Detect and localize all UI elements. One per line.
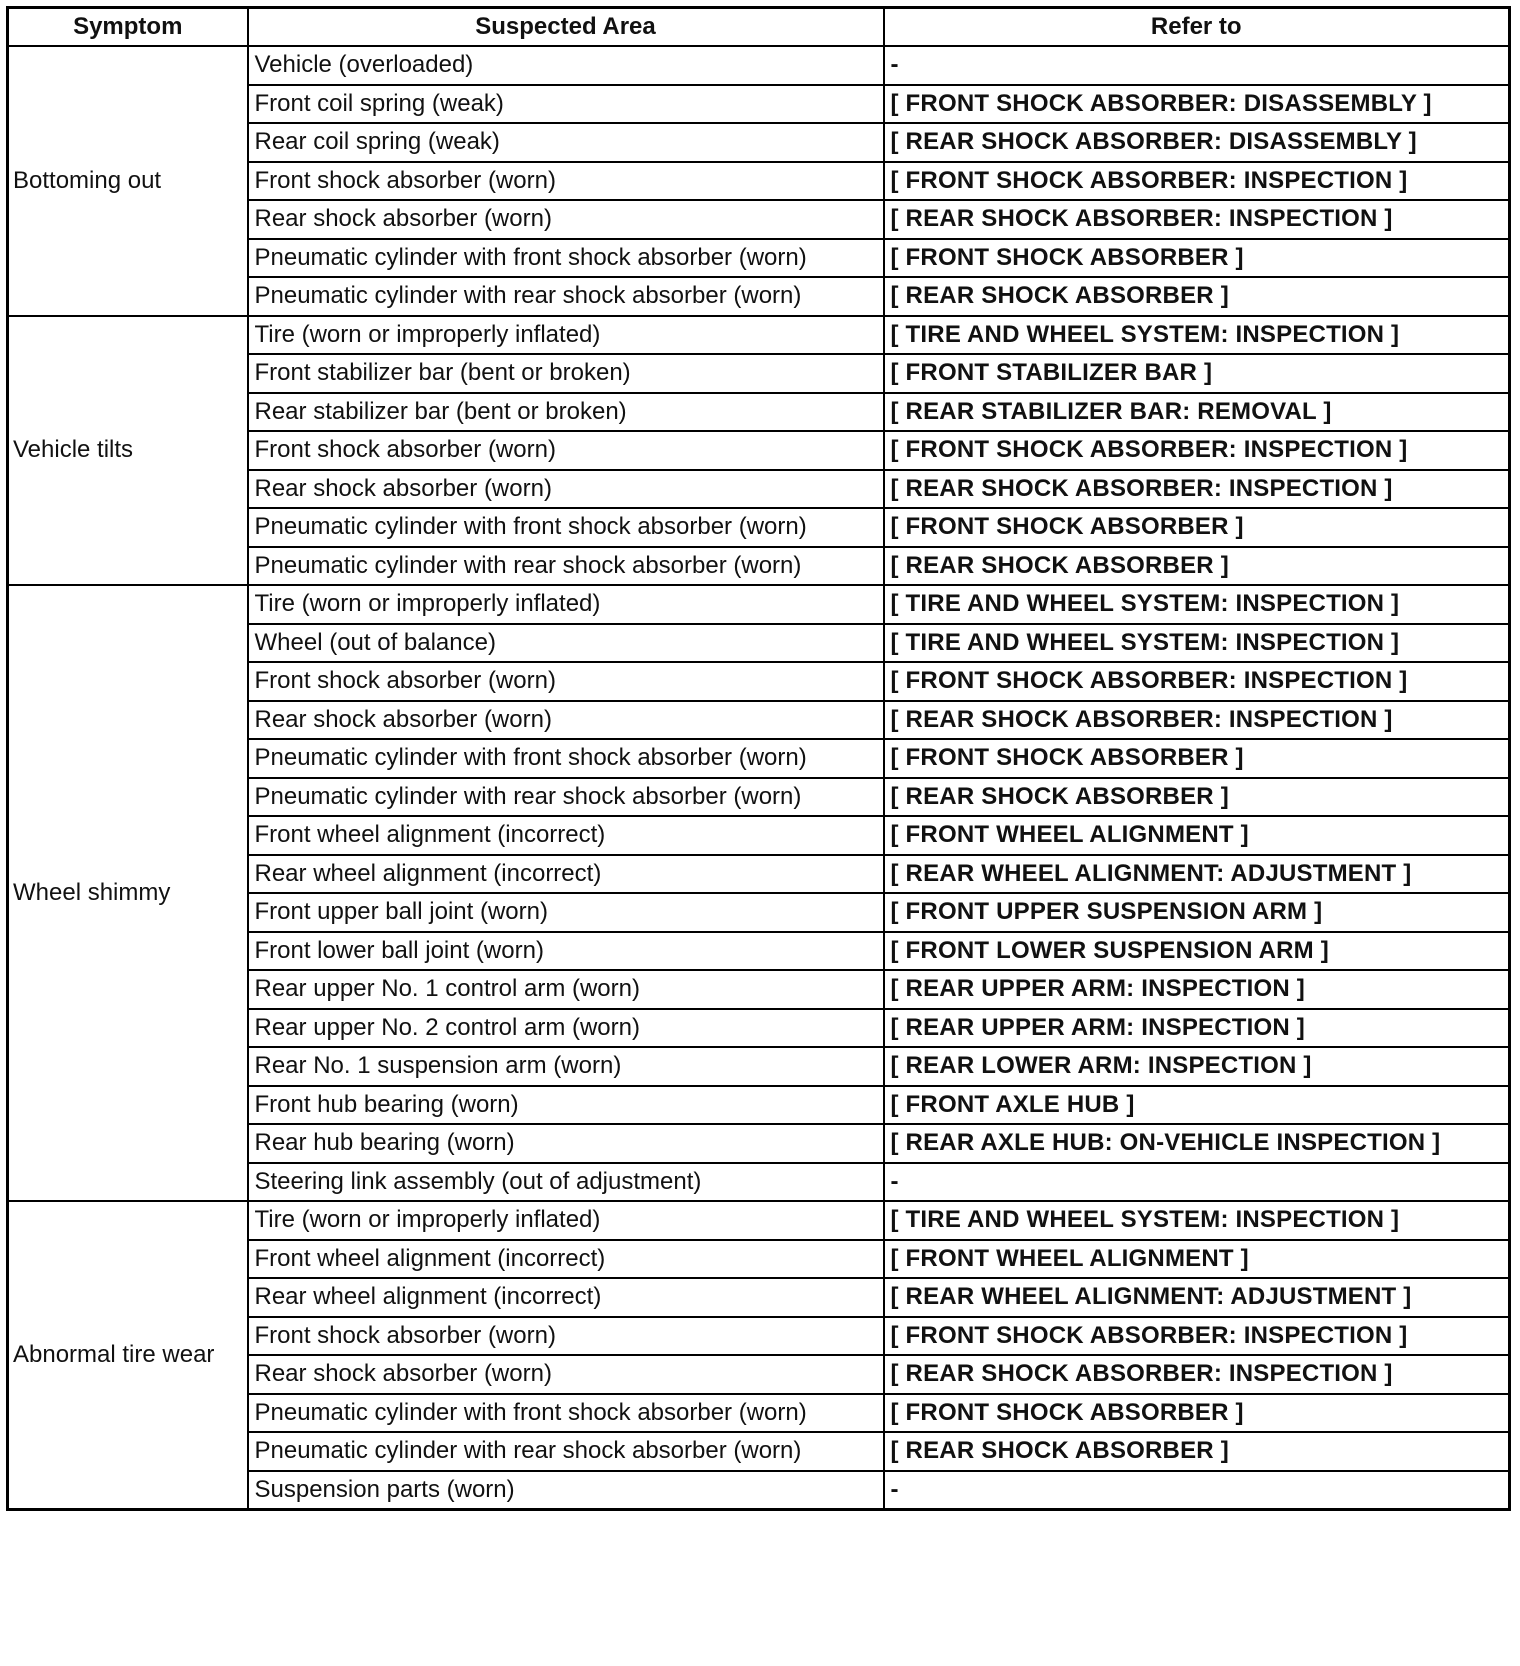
refer-to-cell: [ FRONT AXLE HUB ] xyxy=(884,1086,1510,1125)
suspected-area-cell: Tire (worn or improperly inflated) xyxy=(248,585,884,624)
symptom-cell: Wheel shimmy xyxy=(8,585,248,1201)
header-symptom: Symptom xyxy=(8,8,248,47)
suspected-area-cell: Rear coil spring (weak) xyxy=(248,123,884,162)
refer-to-cell: [ FRONT SHOCK ABSORBER: DISASSEMBLY ] xyxy=(884,85,1510,124)
symptom-cell: Abnormal tire wear xyxy=(8,1201,248,1509)
suspected-area-cell: Rear hub bearing (worn) xyxy=(248,1124,884,1163)
refer-to-cell: [ REAR SHOCK ABSORBER: DISASSEMBLY ] xyxy=(884,123,1510,162)
table-body xyxy=(8,46,1510,1509)
suspected-area-cell: Pneumatic cylinder with rear shock absorber (worn) xyxy=(248,547,884,586)
suspected-area-cell: Tire (worn or improperly inflated) xyxy=(248,316,884,355)
refer-to-cell: [ REAR AXLE HUB: ON-VEHICLE INSPECTION ] xyxy=(884,1124,1510,1163)
suspected-area-cell: Front upper ball joint (worn) xyxy=(248,893,884,932)
suspected-area-cell: Rear shock absorber (worn) xyxy=(248,701,884,740)
refer-to-cell: [ TIRE AND WHEEL SYSTEM: INSPECTION ] xyxy=(884,1201,1510,1240)
suspected-area-cell: Rear stabilizer bar (bent or broken) xyxy=(248,393,884,432)
suspected-area-cell: Steering link assembly (out of adjustment) xyxy=(248,1163,884,1202)
table-row xyxy=(8,1201,1510,1240)
refer-to-cell: [ REAR SHOCK ABSORBER: INSPECTION ] xyxy=(884,200,1510,239)
table-row xyxy=(8,46,1510,85)
refer-to-cell: [ FRONT UPPER SUSPENSION ARM ] xyxy=(884,893,1510,932)
suspected-area-cell: Front lower ball joint (worn) xyxy=(248,932,884,971)
suspected-area-cell: Front stabilizer bar (bent or broken) xyxy=(248,354,884,393)
refer-to-cell: [ FRONT SHOCK ABSORBER ] xyxy=(884,739,1510,778)
refer-to-cell: [ REAR WHEEL ALIGNMENT: ADJUSTMENT ] xyxy=(884,1278,1510,1317)
suspected-area-cell: Rear No. 1 suspension arm (worn) xyxy=(248,1047,884,1086)
suspected-area-cell: Front wheel alignment (incorrect) xyxy=(248,1240,884,1279)
refer-to-cell: [ TIRE AND WHEEL SYSTEM: INSPECTION ] xyxy=(884,624,1510,663)
refer-to-cell: [ FRONT SHOCK ABSORBER ] xyxy=(884,508,1510,547)
refer-to-cell: [ FRONT SHOCK ABSORBER: INSPECTION ] xyxy=(884,162,1510,201)
refer-to-cell: [ REAR UPPER ARM: INSPECTION ] xyxy=(884,1009,1510,1048)
suspected-area-cell: Pneumatic cylinder with front shock absorber (worn) xyxy=(248,1394,884,1433)
refer-to-cell: [ REAR SHOCK ABSORBER ] xyxy=(884,778,1510,817)
suspected-area-cell: Front shock absorber (worn) xyxy=(248,162,884,201)
symptom-cell: Bottoming out xyxy=(8,46,248,316)
suspected-area-cell: Front shock absorber (worn) xyxy=(248,662,884,701)
refer-to-cell: [ TIRE AND WHEEL SYSTEM: INSPECTION ] xyxy=(884,316,1510,355)
refer-to-cell: [ FRONT LOWER SUSPENSION ARM ] xyxy=(884,932,1510,971)
suspected-area-cell: Front shock absorber (worn) xyxy=(248,431,884,470)
suspected-area-cell: Rear upper No. 2 control arm (worn) xyxy=(248,1009,884,1048)
suspected-area-cell: Rear wheel alignment (incorrect) xyxy=(248,855,884,894)
header-row xyxy=(8,8,1510,47)
refer-to-cell: - xyxy=(884,1471,1510,1510)
refer-to-cell: [ REAR SHOCK ABSORBER ] xyxy=(884,547,1510,586)
refer-to-cell: [ TIRE AND WHEEL SYSTEM: INSPECTION ] xyxy=(884,585,1510,624)
refer-to-cell: [ REAR SHOCK ABSORBER ] xyxy=(884,1432,1510,1471)
suspected-area-cell: Vehicle (overloaded) xyxy=(248,46,884,85)
suspected-area-cell: Front hub bearing (worn) xyxy=(248,1086,884,1125)
refer-to-cell: [ FRONT WHEEL ALIGNMENT ] xyxy=(884,816,1510,855)
refer-to-cell: [ FRONT WHEEL ALIGNMENT ] xyxy=(884,1240,1510,1279)
refer-to-cell: [ FRONT SHOCK ABSORBER: INSPECTION ] xyxy=(884,1317,1510,1356)
suspected-area-cell: Pneumatic cylinder with front shock absorber (worn) xyxy=(248,239,884,278)
suspected-area-cell: Front wheel alignment (incorrect) xyxy=(248,816,884,855)
refer-to-cell: [ FRONT SHOCK ABSORBER: INSPECTION ] xyxy=(884,662,1510,701)
header-suspected-area: Suspected Area xyxy=(248,8,884,47)
suspected-area-cell: Front shock absorber (worn) xyxy=(248,1317,884,1356)
header-refer-to: Refer to xyxy=(884,8,1510,47)
refer-to-cell: [ REAR UPPER ARM: INSPECTION ] xyxy=(884,970,1510,1009)
suspected-area-cell: Wheel (out of balance) xyxy=(248,624,884,663)
refer-to-cell: [ FRONT SHOCK ABSORBER ] xyxy=(884,1394,1510,1433)
suspected-area-cell: Pneumatic cylinder with rear shock absorber (worn) xyxy=(248,1432,884,1471)
refer-to-cell: [ REAR LOWER ARM: INSPECTION ] xyxy=(884,1047,1510,1086)
suspected-area-cell: Rear shock absorber (worn) xyxy=(248,200,884,239)
refer-to-cell: [ REAR WHEEL ALIGNMENT: ADJUSTMENT ] xyxy=(884,855,1510,894)
refer-to-cell: [ FRONT STABILIZER BAR ] xyxy=(884,354,1510,393)
refer-to-cell: [ REAR SHOCK ABSORBER: INSPECTION ] xyxy=(884,701,1510,740)
refer-to-cell: [ REAR SHOCK ABSORBER: INSPECTION ] xyxy=(884,1355,1510,1394)
diagnosis-table xyxy=(6,6,1511,1511)
suspected-area-cell: Rear upper No. 1 control arm (worn) xyxy=(248,970,884,1009)
refer-to-cell: - xyxy=(884,1163,1510,1202)
refer-to-cell: - xyxy=(884,46,1510,85)
refer-to-cell: [ REAR SHOCK ABSORBER: INSPECTION ] xyxy=(884,470,1510,509)
table-row xyxy=(8,316,1510,355)
refer-to-cell: [ REAR STABILIZER BAR: REMOVAL ] xyxy=(884,393,1510,432)
symptom-cell: Vehicle tilts xyxy=(8,316,248,586)
suspected-area-cell: Rear wheel alignment (incorrect) xyxy=(248,1278,884,1317)
suspected-area-cell: Front coil spring (weak) xyxy=(248,85,884,124)
refer-to-cell: [ REAR SHOCK ABSORBER ] xyxy=(884,277,1510,316)
suspected-area-cell: Pneumatic cylinder with rear shock absorber (worn) xyxy=(248,277,884,316)
suspected-area-cell: Pneumatic cylinder with front shock absorber (worn) xyxy=(248,739,884,778)
suspected-area-cell: Pneumatic cylinder with front shock absorber (worn) xyxy=(248,508,884,547)
refer-to-cell: [ FRONT SHOCK ABSORBER: INSPECTION ] xyxy=(884,431,1510,470)
suspected-area-cell: Tire (worn or improperly inflated) xyxy=(248,1201,884,1240)
refer-to-cell: [ FRONT SHOCK ABSORBER ] xyxy=(884,239,1510,278)
suspected-area-cell: Suspension parts (worn) xyxy=(248,1471,884,1510)
suspected-area-cell: Rear shock absorber (worn) xyxy=(248,1355,884,1394)
suspected-area-cell: Pneumatic cylinder with rear shock absorber (worn) xyxy=(248,778,884,817)
table-row xyxy=(8,585,1510,624)
suspected-area-cell: Rear shock absorber (worn) xyxy=(248,470,884,509)
